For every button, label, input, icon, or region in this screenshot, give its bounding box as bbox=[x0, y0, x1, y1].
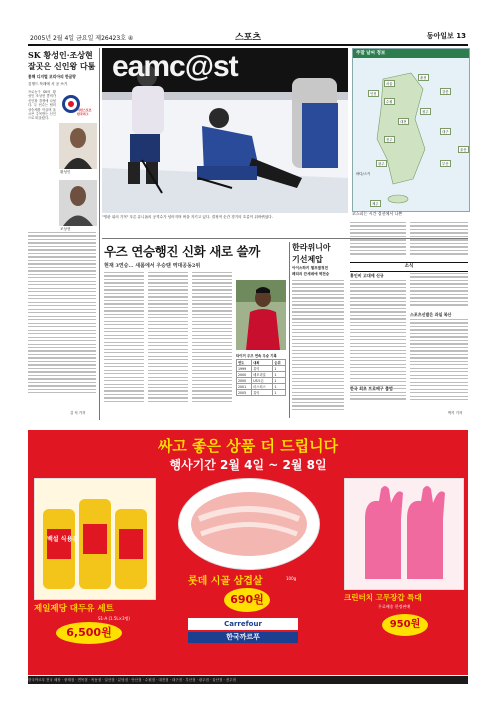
side-headline-1: 한라위니아 bbox=[292, 242, 331, 252]
product2-price: 690원 bbox=[224, 588, 270, 612]
ad-headline: 싸고 좋은 상품 더 드립니다 bbox=[157, 437, 339, 455]
main-headline: 우즈 연승행진 신화 새로 쓸까 bbox=[104, 244, 260, 259]
product1-price: 6,500원 bbox=[56, 622, 122, 644]
side-story-body bbox=[292, 280, 344, 420]
league-logo-text: 이런스포츠 한국리그 bbox=[77, 108, 92, 116]
carrefour-advertisement[interactable] bbox=[28, 430, 468, 675]
stats-cell: 메모리얼 bbox=[252, 372, 273, 378]
story1-byline-end: 김 석 기자 bbox=[70, 411, 86, 415]
story1-byline: 김명드 북레에 서 공 쓰기 bbox=[28, 82, 68, 86]
product3-price: 950원 bbox=[382, 614, 428, 636]
weather-city-7: 전주 bbox=[386, 138, 393, 142]
product1-image bbox=[34, 478, 156, 600]
stats-cell: 마스터스 bbox=[252, 384, 273, 390]
ad-footer-store-list: 한국까르푸 전국 매장 · 중계점 · 면목점 · 목동점 · 일산점 · 분당점 · 안산점 · 수원점 · 대전점 · 대구점 · 부산점 · 광주점 · 울산점 · 전주점 bbox=[28, 676, 468, 684]
weather-city-2: 수원 bbox=[386, 100, 393, 104]
main-story-col3 bbox=[192, 272, 232, 412]
player-photo-2-caption: 조상현 bbox=[60, 227, 71, 231]
page-header bbox=[28, 30, 468, 46]
product3-image bbox=[344, 478, 464, 590]
weather-link[interactable]: 바다/스키 bbox=[356, 172, 371, 176]
product2-sub: 100g bbox=[286, 576, 297, 581]
stats-header-1: 대회 bbox=[252, 360, 273, 366]
main-story-col1 bbox=[104, 272, 144, 412]
product2-title: 롯데 시골 삼겹살 bbox=[188, 576, 263, 587]
story1-headline-1: SK 황성인·조상현 bbox=[28, 50, 93, 60]
news-b-title: 한국 최초 프로배구 출범 bbox=[350, 386, 393, 391]
column-divider bbox=[99, 48, 100, 420]
product1-title: 제일제당 대두유 세트 bbox=[34, 604, 114, 614]
weather-city-11: 울산 bbox=[460, 148, 467, 152]
product2-image bbox=[178, 478, 320, 570]
right-col-lower-2a bbox=[410, 273, 468, 309]
stats-cell: 1 bbox=[273, 384, 286, 390]
stats-table bbox=[236, 359, 286, 396]
main-hockey-photo bbox=[102, 48, 348, 213]
stats-cell: 뷰익 bbox=[252, 366, 273, 372]
stats-cell: 1 bbox=[273, 372, 286, 378]
weather-city-5: 대전 bbox=[400, 120, 407, 124]
brand-name-kr: 한국까르푸 bbox=[188, 632, 298, 643]
stats-cell: 1999 bbox=[237, 366, 252, 372]
stats-table-title: 타이거 우즈 연속 우승 기록 bbox=[236, 354, 277, 358]
weather-city-6: 청주 bbox=[422, 110, 429, 114]
stats-cell: 1 bbox=[273, 390, 286, 396]
right-col-upper-1 bbox=[350, 222, 406, 258]
right-col-upper-2 bbox=[410, 222, 468, 258]
rink-banner-text: eamc@st bbox=[112, 50, 238, 83]
player-photo-1-caption: 황성인 bbox=[60, 170, 71, 174]
section-title: 스포츠 bbox=[234, 33, 262, 43]
weather-city-9: 대구 bbox=[442, 130, 449, 134]
stats-cell: 뷰익 bbox=[252, 390, 273, 396]
story1-body-text bbox=[28, 232, 96, 408]
news-box-title: 소식 bbox=[350, 262, 468, 272]
stats-cell: 2000 bbox=[237, 378, 252, 384]
weather-footnote: 코스피는 시간 결선에서 나쁜 bbox=[352, 211, 403, 216]
side-headline-2: 기선제압 bbox=[292, 254, 323, 264]
stats-row bbox=[237, 390, 286, 396]
news-c-title: 스포츠신발은 과일 복산 bbox=[410, 312, 452, 317]
news-a-title: 홍인비 고대에 신규 bbox=[350, 273, 384, 278]
right-col-byline: 박기 기자 bbox=[448, 411, 463, 415]
weather-city-4: 강릉 bbox=[442, 90, 449, 94]
player-photo-1 bbox=[59, 123, 97, 169]
player-photo-2 bbox=[59, 180, 97, 226]
main-photo-caption: "빙판 위의 기적" 푸른 유니폼의 공격수가 넘어지며 퍽을 지키고 있다. 결정적 순간 경기의 흐름이 뒤바뀌었다. bbox=[102, 215, 273, 219]
stats-cell: 1 bbox=[273, 366, 286, 372]
ad-period: 행사기간 2월 4일 ~ 2월 8일 bbox=[169, 458, 327, 472]
column-divider-2 bbox=[289, 242, 290, 418]
product1-name: 백설 식용유 bbox=[47, 536, 79, 543]
stats-header-2: 순위 bbox=[273, 360, 286, 366]
weather-title: 주말 날씨 정보 bbox=[353, 49, 470, 58]
story1-headline-2: 잘곳은 신인왕 다툼 bbox=[28, 61, 96, 71]
stats-header-0: 연도 bbox=[237, 360, 252, 366]
product3-sub: 무료배송 한정판매 bbox=[378, 604, 411, 609]
side-sub-2: 페리의 끈세데에 역전승 bbox=[292, 272, 330, 276]
product1-sub: S1-A (1.5L×3병) bbox=[98, 616, 130, 621]
weather-city-3: 춘천 bbox=[420, 76, 427, 80]
brand-logo: Carrefour bbox=[188, 618, 298, 630]
weather-city-10: 부산 bbox=[442, 162, 449, 166]
page-number: 동아일보 13 bbox=[426, 32, 466, 40]
product3-title: 크린터치 고무장갑 특대 bbox=[344, 593, 422, 602]
weather-city-8: 광주 bbox=[378, 162, 385, 166]
stats-cell: 1 bbox=[273, 378, 286, 384]
golfer-photo bbox=[236, 280, 286, 350]
main-subheadline: 현재 3연승… 새폼에서 우승땐 역대공동2위 bbox=[104, 263, 201, 269]
story1-subhead: 통해 디지털 코리아의 한글랑 bbox=[28, 74, 76, 79]
main-story-col2 bbox=[148, 272, 188, 412]
league-logo bbox=[59, 92, 95, 120]
stats-cell: 2001 bbox=[237, 384, 252, 390]
stats-cell: 2000 bbox=[237, 372, 252, 378]
weather-panel bbox=[352, 48, 470, 212]
weather-city-12: 제주 bbox=[372, 202, 379, 206]
stats-cell: US오픈 bbox=[252, 378, 273, 384]
issue-date: 2005년 2월 4일 금요일 제26423호 ④ bbox=[30, 35, 134, 42]
story1-body-col1: 프로농구 SK의 황성인 조상현 콤비가 신인왕 경쟁에 나섰다. 두 선수는 팀의 상승세를 이끌며 올 시즌 주목받는 신인으로 떠올랐다. bbox=[28, 90, 56, 121]
right-col-lower-2b bbox=[410, 319, 468, 409]
side-sub-1: 아이스하키 챔프결정전 bbox=[292, 266, 328, 270]
stats-cell: 2005 bbox=[237, 390, 252, 396]
weather-city-1: 인천 bbox=[370, 92, 377, 96]
weather-city-0: 서울 bbox=[386, 82, 393, 86]
